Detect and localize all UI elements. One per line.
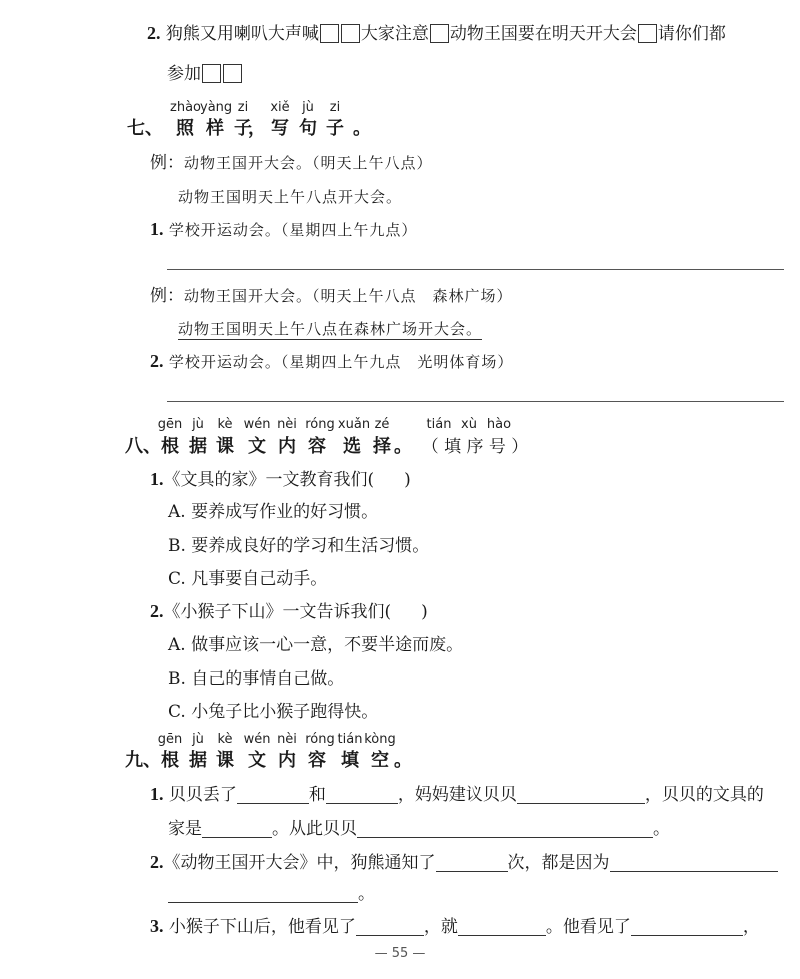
fill-blank[interactable] bbox=[517, 785, 645, 804]
q9-2-line2 bbox=[168, 883, 375, 905]
heading-char: 择 bbox=[373, 436, 391, 457]
question-text: 和 bbox=[308, 785, 326, 805]
option[interactable]: B. 要养成良好的学习和生活习惯。 bbox=[168, 536, 430, 556]
question-number: 2. bbox=[150, 852, 164, 872]
pinyin: gēn bbox=[157, 417, 183, 432]
fill-blank[interactable] bbox=[458, 917, 546, 936]
question-number: 3. bbox=[150, 916, 164, 936]
fill-blank[interactable] bbox=[237, 785, 309, 804]
q9-3-line1 bbox=[150, 915, 760, 938]
example-label: 例： bbox=[150, 286, 184, 306]
question-text: 学校开运动会。（星期四上午九点 光明体育场） bbox=[168, 353, 514, 371]
heading-char: 据 bbox=[189, 436, 207, 457]
option[interactable]: B. 自己的事情自己做。 bbox=[168, 669, 345, 689]
question-text: ， bbox=[742, 917, 760, 937]
fill-blank[interactable] bbox=[631, 917, 743, 936]
question-number: 2. bbox=[147, 23, 161, 43]
page-number: — 55 — bbox=[374, 946, 426, 961]
fill-blank[interactable] bbox=[357, 819, 653, 838]
pinyin: zi bbox=[329, 100, 341, 115]
question-text: 。 bbox=[358, 884, 375, 904]
option[interactable]: C. 小兔子比小猴子跑得快。 bbox=[168, 702, 379, 722]
section9-heading bbox=[125, 750, 425, 772]
q8-2 bbox=[150, 600, 428, 623]
question-text: 大家注意 bbox=[360, 24, 429, 44]
question-text: ，贝贝的文具的 bbox=[644, 785, 764, 805]
pinyin: zi bbox=[237, 100, 249, 115]
pinyin: nèi bbox=[277, 417, 297, 432]
pinyin: xuǎn bbox=[337, 417, 371, 432]
example-answer-underlined: 动物王国明天上午八点在森林广场开大会。 bbox=[178, 320, 483, 338]
pinyin: kè bbox=[217, 732, 233, 747]
example-label: 例： bbox=[150, 153, 184, 173]
heading-char: 句 bbox=[299, 118, 317, 139]
punctuation-box[interactable] bbox=[320, 24, 339, 43]
pinyin: zé bbox=[374, 417, 390, 432]
example2 bbox=[150, 285, 513, 307]
question-text: 。他看见了 bbox=[545, 917, 631, 937]
heading-char: 。 bbox=[353, 118, 371, 139]
pinyin: wén bbox=[243, 732, 271, 747]
fill-blank[interactable] bbox=[326, 785, 398, 804]
q7-1 bbox=[150, 218, 417, 241]
punctuation-box[interactable] bbox=[430, 24, 449, 43]
heading-char: 文 bbox=[248, 436, 266, 457]
example1-answer: 动物王国明天上午八点开大会。 bbox=[178, 188, 403, 206]
fill-blank[interactable] bbox=[202, 819, 272, 838]
question-text: 小猴子下山后，他看见了 bbox=[168, 917, 356, 937]
example-sentence: 动物王国开大会。（明天上午八点 森林广场） bbox=[184, 287, 513, 305]
heading-char: 课 bbox=[216, 436, 234, 457]
pinyin: kè bbox=[217, 417, 233, 432]
q7-2 bbox=[150, 350, 513, 373]
example2-answer bbox=[178, 318, 482, 340]
heading-char: 填 bbox=[341, 750, 359, 771]
heading-char: 。 bbox=[394, 750, 412, 771]
heading-char: 样 bbox=[206, 118, 224, 139]
pinyin: róng bbox=[305, 732, 335, 747]
heading-char: 文 bbox=[248, 750, 266, 771]
heading-char: 容 bbox=[308, 750, 326, 771]
question-text: ，就 bbox=[423, 917, 458, 937]
punctuation-box[interactable] bbox=[341, 24, 360, 43]
section8-heading bbox=[125, 436, 545, 458]
pinyin: xù bbox=[461, 417, 477, 432]
q9-1-line1 bbox=[150, 783, 764, 806]
question-stem: 《小猴子下山》一文告诉我们( bbox=[163, 602, 392, 622]
punctuation-box[interactable] bbox=[638, 24, 657, 43]
question-text: 贝贝丢了 bbox=[168, 785, 237, 805]
punctuation-box[interactable] bbox=[223, 64, 242, 83]
q6-2-line2 bbox=[167, 63, 243, 85]
question-text: 。从此贝贝 bbox=[272, 819, 357, 839]
pinyin: kòng bbox=[364, 732, 396, 747]
heading-char: 容 bbox=[308, 436, 326, 457]
heading-char: 子 bbox=[326, 118, 344, 139]
option[interactable]: C. 凡事要自己动手。 bbox=[168, 569, 328, 589]
heading-char: ， bbox=[248, 118, 266, 139]
heading-char: 课 bbox=[216, 750, 234, 771]
question-text: 请你们都 bbox=[657, 24, 726, 44]
question-text: 动物王国要在明天开大会 bbox=[449, 24, 637, 44]
question-text: 。 bbox=[653, 819, 670, 839]
fill-blank[interactable] bbox=[436, 853, 508, 872]
answer-line[interactable] bbox=[167, 269, 784, 270]
question-stem: 《文具的家》一文教育我们( bbox=[163, 470, 375, 490]
heading-char: 子 bbox=[234, 118, 252, 139]
heading-char: 根 bbox=[161, 750, 179, 771]
option[interactable]: A. 做事应该一心一意，不要半途而废。 bbox=[168, 635, 464, 655]
heading-char: 根 bbox=[161, 436, 179, 457]
fill-blank[interactable] bbox=[610, 853, 778, 872]
example-sentence: 动物王国开大会。（明天上午八点） bbox=[184, 154, 433, 172]
section-label: 九、 bbox=[125, 750, 161, 771]
question-text: 次，都是因为 bbox=[507, 853, 610, 873]
pinyin: hào bbox=[486, 417, 512, 432]
question-text: 学校开运动会。（星期四上午九点） bbox=[168, 221, 418, 239]
fill-blank[interactable] bbox=[168, 884, 358, 903]
pinyin: jù bbox=[192, 732, 204, 747]
punctuation-box[interactable] bbox=[202, 64, 221, 83]
pinyin: tián bbox=[337, 732, 363, 747]
heading-char: 空 bbox=[371, 750, 389, 771]
answer-line[interactable] bbox=[167, 401, 784, 402]
fill-blank[interactable] bbox=[356, 917, 424, 936]
section-label: 七、 bbox=[127, 118, 163, 139]
question-stem-end: ) bbox=[421, 602, 428, 622]
heading-char: 内 bbox=[278, 436, 296, 457]
q9-1-line2 bbox=[168, 818, 670, 840]
question-number: 1. bbox=[150, 469, 164, 489]
pinyin: róng bbox=[305, 417, 335, 432]
section-label: 八、 bbox=[125, 436, 161, 457]
heading-char: 据 bbox=[189, 750, 207, 771]
pinyin: gēn bbox=[157, 732, 183, 747]
heading-char: 照 bbox=[176, 118, 194, 139]
question-number: 2. bbox=[150, 351, 164, 371]
question-text: ，妈妈建议贝贝 bbox=[397, 785, 517, 805]
question-number: 2. bbox=[150, 601, 164, 621]
question-text: 狗熊又用喇叭大声喊 bbox=[165, 24, 319, 44]
pinyin: wén bbox=[243, 417, 271, 432]
section7-heading bbox=[125, 118, 405, 140]
example1 bbox=[150, 152, 433, 174]
q6-2-line1 bbox=[147, 22, 726, 45]
heading-char: 写 bbox=[271, 118, 289, 139]
pinyin: jù bbox=[192, 417, 204, 432]
q8-1 bbox=[150, 468, 411, 491]
pinyin: nèi bbox=[277, 732, 297, 747]
option[interactable]: A. 要养成写作业的好习惯。 bbox=[168, 502, 379, 522]
question-text: 家是 bbox=[168, 819, 202, 839]
question-number: 1. bbox=[150, 784, 164, 804]
pinyin: xiě bbox=[270, 100, 290, 115]
heading-char: 内 bbox=[278, 750, 296, 771]
question-number: 1. bbox=[150, 219, 164, 239]
pinyin: zhào bbox=[170, 100, 201, 115]
question-text: 《动物王国开大会》中，狗熊通知了 bbox=[163, 853, 436, 873]
question-text: 参加 bbox=[167, 64, 201, 84]
heading-char: 选 bbox=[343, 436, 361, 457]
q9-2-line1 bbox=[150, 851, 778, 874]
pinyin: jù bbox=[302, 100, 314, 115]
pinyin: tián bbox=[426, 417, 452, 432]
question-stem-end: ) bbox=[404, 470, 411, 490]
pinyin: yàng bbox=[200, 100, 233, 115]
heading-char: 。 bbox=[394, 436, 412, 457]
heading-paren: （ 填 序 号 ） bbox=[421, 437, 529, 457]
